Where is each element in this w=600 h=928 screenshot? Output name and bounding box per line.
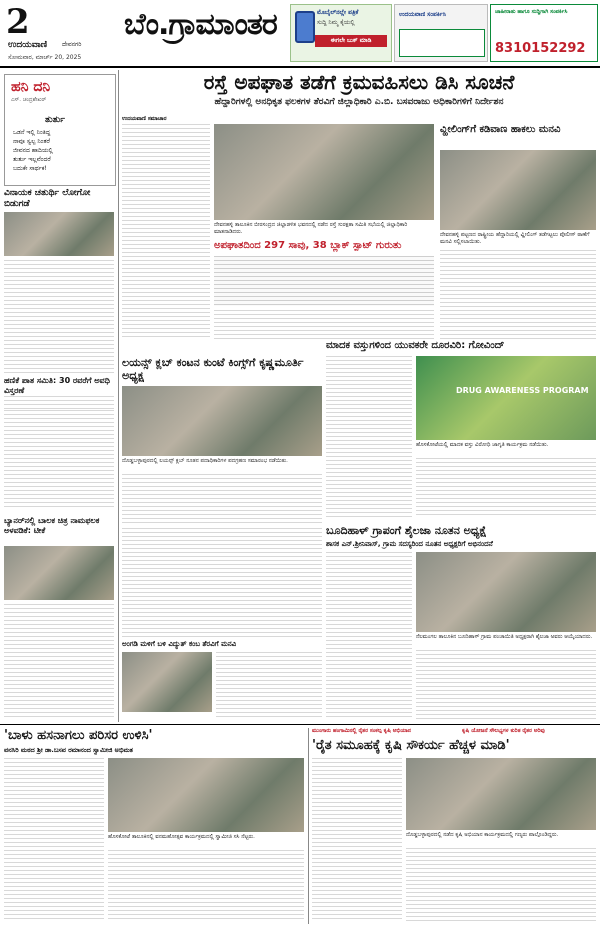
bottom-right-kicker: ಮುಂಗಾರು ಹಂಗಾಮಿನಲ್ಲಿ ರೈತರ ಸಂಕಲ್ಪ ಕೃಷಿ ಅಭಿಯಾನ (312, 728, 411, 734)
ad-mobile-line2: ಸುದ್ದಿ ನಿಮ್ಮ ಕೈಯಲ್ಲಿ (317, 19, 355, 26)
bottom-right-caption: ದೊಡ್ಡಬಳ್ಳಾಪುರದಲ್ಲಿ ನಡೆದ ಕೃಷಿ ಅಭಿಯಾನ ಕಾರ್ಯಕ್ರಮದಲ್ಲಿ ಗಣ್ಯರು ಪಾಲ್ಗೊಂಡಿದ್ದರು. (406, 832, 559, 838)
ad-mobile-epaper[interactable] (290, 4, 392, 62)
story2-body (4, 410, 114, 510)
ad-contact-box (399, 29, 485, 57)
middle-body (122, 528, 322, 638)
phone-icon (295, 11, 315, 43)
bottom-right-story (312, 728, 596, 924)
wheeling-headline: ವ್ಹೀಲಿಂಗ್‌ಗೆ ಕಡಿವಾಣ ಹಾಕಲು ಮನವಿ (440, 124, 561, 135)
wheeling-body (440, 250, 596, 340)
budihal-story (326, 524, 596, 722)
poem-line: ತುರ್ತು ಇಲ್ಲವೆಂದರೆ (13, 156, 51, 163)
bottom-left-body-2 (108, 850, 304, 922)
section-title: ಬೆಂ.ಗ್ರಾಮಾಂತರ (124, 7, 277, 42)
lead-photo-caption: ದೇವನಹಳ್ಳಿ ತಾಲೂಕಿನ ಬೀರಸಂದ್ರದ ಜಿಲ್ಲಾಡಳಿತ ಭವನದಲ್ಲಿ ನಡೆದ ರಸ್ತೆ ಸುರಕ್ಷತಾ ಸಮಿತಿ ಸಭೆಯಲ್ಲಿ ಜಿಲ್ಲಾಧಿಕಾರಿ ಮಾತನಾಡಿದರು. (214, 222, 408, 235)
poem-title: ತುರ್ತು (45, 115, 65, 125)
story3-body (4, 604, 114, 718)
ad-mobile-cta: ಈಗಲೇ ಬುಕ್ ಮಾಡಿ (315, 35, 387, 47)
honey-dani-logo: ಹನಿ ದನಿ (11, 79, 51, 95)
budihal-subhead: ಶಾಸಕ ಎನ್.ಶ್ರೀನಿವಾಸ್, ಗ್ರಾಮ ಸದಸ್ಯರಿಂದ ನೂತನ ಅಧ್ಯಕ್ಷರಿಗೆ ಅಭಿನಂದನೆ (326, 540, 493, 548)
lions-caption: ದೊಡ್ಡಬಳ್ಳಾಪುರದಲ್ಲಿ ಲಯನ್ಸ್ ಕ್ಲಬ್ ನೂತನ ಪದಾಧಿಕಾರಿಗಳ ಪದಗ್ರಹಣ ಸಮಾರಂಭ ನಡೆಯಿತು. (122, 458, 288, 464)
drug-photo (416, 356, 596, 440)
bottom-left-body (4, 758, 104, 922)
bottom-right-body (312, 758, 402, 922)
left-column-rule (118, 70, 119, 722)
power-story (122, 640, 322, 722)
lead-photo (214, 124, 434, 220)
bottom-right-photo (406, 758, 596, 830)
budihal-caption: ನೆಲಮಂಗಲ ತಾಲೂಕಿನ ಬೂದಿಹಾಳ್ ಗ್ರಾಮ ಪಂಚಾಯಿತಿ ಅಧ್ಯಕ್ಷರಾಗಿ ಶೈಲಜಾ ಅವರು ಆಯ್ಕೆಯಾದರು. (416, 634, 593, 640)
ad-phone-number: 8310152292 (495, 41, 586, 56)
bottom-left-headline: 'ಬಾಳು ಹಸನಾಗಲು ಪರಿಸರ ಉಳಿಸಿ' (4, 728, 153, 743)
bottom-divider (308, 728, 309, 924)
ad-mobile-line1: ಮೊಬೈಲ್‌ನಲ್ಲೇ ಪತ್ರಿಕೆ (317, 9, 359, 16)
page-number: 2 (6, 2, 30, 42)
ad-contact[interactable] (394, 4, 488, 62)
drug-story (326, 340, 596, 520)
lead-body-col1 (122, 124, 210, 340)
paper-name: ಉದಯವಾಣಿ (8, 40, 48, 50)
poem-line: ಜೀವನದ ಹಾದಿಯಲ್ಲಿ (13, 147, 53, 154)
lions-headline: ಲಯನ್ಸ್ ಕ್ಲಬ್ ಕಂಟನ ಕುಂಟೆ ಕಿಂಗ್ಸ್‌ಗೆ ಕೃಷ್ಣಮೂರ್ತಿ ಅಧ್ಯಕ್ಷ (122, 356, 304, 382)
budihal-photo (416, 552, 596, 632)
budihal-headline: ಬೂದಿಹಾಳ್ ಗ್ರಾಪಂಗೆ ಶೈಲಜಾ ನೂತನ ಅಧ್ಯಕ್ಷೆ (326, 524, 487, 537)
story1-body (4, 260, 114, 430)
poem-line: ಒಡನೆ ಇಲ್ಲಿ ನಿಂತಿದ್ದ (13, 129, 51, 136)
bottom-right-kicker2: ಕೃಷಿ ಯೋಜನೆ ಸೌಲಭ್ಯಗಳ ಕುರಿತ ರೈತರ ಅರಿವು (462, 728, 545, 734)
drug-headline: ಮಾದಕ ವಸ್ತುಗಳಿಂದ ಯುವಕರೇ ದೂರವಿರಿ: ಗೋವಿಂದ್ (326, 340, 505, 351)
drug-body (326, 356, 412, 518)
honey-dani-author: ಎಸ್. ಚಂದ್ರಶೇಖರ್ (11, 97, 47, 103)
ad-phone-text: ಜಾಹೀರಾತು ಹಾಗೂ ಸುದ್ದಿಗಾಗಿ ಸಂಪರ್ಕಿಸಿ (495, 9, 568, 15)
bottom-left-subhead: ವನಸಿರಿ ಮಠದ ಶ್ರೀ ಡಾ.ಬಸವ ರಮಾನಂದ ಸ್ವಾಮೀಜಿ ಅಭಿಮತ (4, 746, 133, 754)
bottom-right-headline: 'ರೈತ ಸಮೂಹಕ್ಕೆ ಕೃಷಿ ಸೌಕರ್ಯ ಹೆಚ್ಚಳ ಮಾಡಿ' (312, 738, 510, 753)
wheeling-caption: ದೇವನಹಳ್ಳಿ ಪಟ್ಟಣದ ರಾಷ್ಟ್ರೀಯ ಹೆದ್ದಾರಿಯಲ್ಲಿ ವ್ಹೀಲಿಂಗ್ ತಡೆಗಟ್ಟಲು ಪೊಲೀಸ್ ಠಾಣೆಗೆ ಮನವಿ ಸಲ್ಲಿಸಲಾಯಿತು. (440, 232, 590, 245)
lead-story (122, 70, 596, 350)
lead-box-headline: ಅಪಘಾತದಿಂದ 297 ಸಾವು, 38 ಬ್ಲಾಕ್ ಸ್ಪಾಟ್ ಗುರುತು (214, 240, 402, 251)
poem-line: ನಾವೂ ಸ್ವಲ್ಪ ನಿಂತರೆ (13, 138, 50, 145)
masthead (0, 0, 600, 70)
lead-body-col3 (214, 310, 434, 340)
drug-caption: ಹೊಸಕೋಟೆಯಲ್ಲಿ ಮಾದಕ ವಸ್ತು ವಿರೋಧಿ ಜಾಗೃತಿ ಕಾರ್ಯಕ್ರಮ ನಡೆಯಿತು. (416, 442, 549, 448)
lead-box-body (214, 256, 434, 306)
ad-phone[interactable] (490, 4, 598, 62)
bottom-right-body-2 (406, 848, 596, 922)
bottom-rule (0, 724, 600, 725)
bottom-left-story (4, 728, 304, 924)
story1-photo (4, 212, 114, 256)
honey-dani-box (4, 74, 116, 186)
drug-banner-text: DRUG AWARENESS PROGRAM (456, 386, 589, 395)
budihal-body-2 (416, 650, 596, 720)
bottom-left-caption: ಹೊಸಕೋಟೆ ತಾಲೂಕಿನಲ್ಲಿ ವನಮಹೋತ್ಸವ ಕಾರ್ಯಕ್ರಮದಲ್ಲಿ ಸ್ವಾಮೀಜಿ ಸಸಿ ನೆಟ್ಟರು. (108, 834, 255, 840)
ad-contact-text: ಉದಯವಾಣಿ ಸಂಪರ್ಕಿಸಿ (399, 11, 446, 18)
bottom-left-photo (108, 758, 304, 832)
story1-headline: ವಿನಾಯಕ ಚತುರ್ಥಿ ಲೋಗೋ ಬಿಡುಗಡೆ (4, 188, 91, 209)
story2-headline: ಹಣಿಕೆ ಪಾತ ಸಮಿತಿ: 30 ರವರೆಗೆ ಅವಧಿ ವಿಸ್ತರಣೆ (4, 376, 114, 396)
power-headline: ಅಂಗಡಿ ಮಳಿಗೆ ಬಳಿ ವಿದ್ಯುತ್ ಕಂಬ ತೆರವಿಗೆ ಮನವಿ (122, 640, 237, 648)
lead-byline: ಉದಯವಾಣಿ ಸಮಾಚಾರ (122, 116, 167, 122)
lead-subhead: ಹೆದ್ದಾರಿಗಳಲ್ಲಿ ಅನಧಿಕೃತ ಫಲಕಗಳ ತೆರವಿಗೆ ಜಿಲ್ಲಾಧಿಕಾರಿ ಎ.ಬಿ. ಬಸವರಾಜು ಅಧಿಕಾರಿಗಳಿಗೆ ನಿರ್ದೇಶನ (214, 97, 504, 107)
left-column (0, 70, 118, 722)
issue-date: ಸೋಮವಾರ, ಮಾರ್ಚ್ 20, 2025 (8, 54, 82, 61)
power-body (216, 652, 322, 720)
drug-body-2 (416, 458, 596, 518)
wheeling-photo (440, 150, 596, 230)
story3-photo (4, 546, 114, 600)
poem-line: ಬದುಕೇ ಸಾರ್ಥಕ! (13, 165, 47, 172)
city-label: ದೇವನಗರಿ (62, 41, 82, 48)
power-photo (122, 652, 212, 712)
lions-photo (122, 386, 322, 456)
lions-story (122, 356, 322, 526)
masthead-rule (0, 66, 600, 68)
story3-headline: ಬ್ಯಾನರ್‌ನಲ್ಲಿ ಬಾಲಕ ಚಿತ್ರ ನಾಮಫಲಕ ಅಳವಡಿಕೆ: ಟೀಕೆ (4, 516, 100, 535)
lead-headline: ರಸ್ತೆ ಅಪಘಾತ ತಡೆಗೆ ಕ್ರಮವಹಿಸಲು ಡಿಸಿ ಸೂಚನೆ (203, 70, 515, 94)
lions-body (122, 474, 322, 524)
budihal-body (326, 552, 412, 720)
